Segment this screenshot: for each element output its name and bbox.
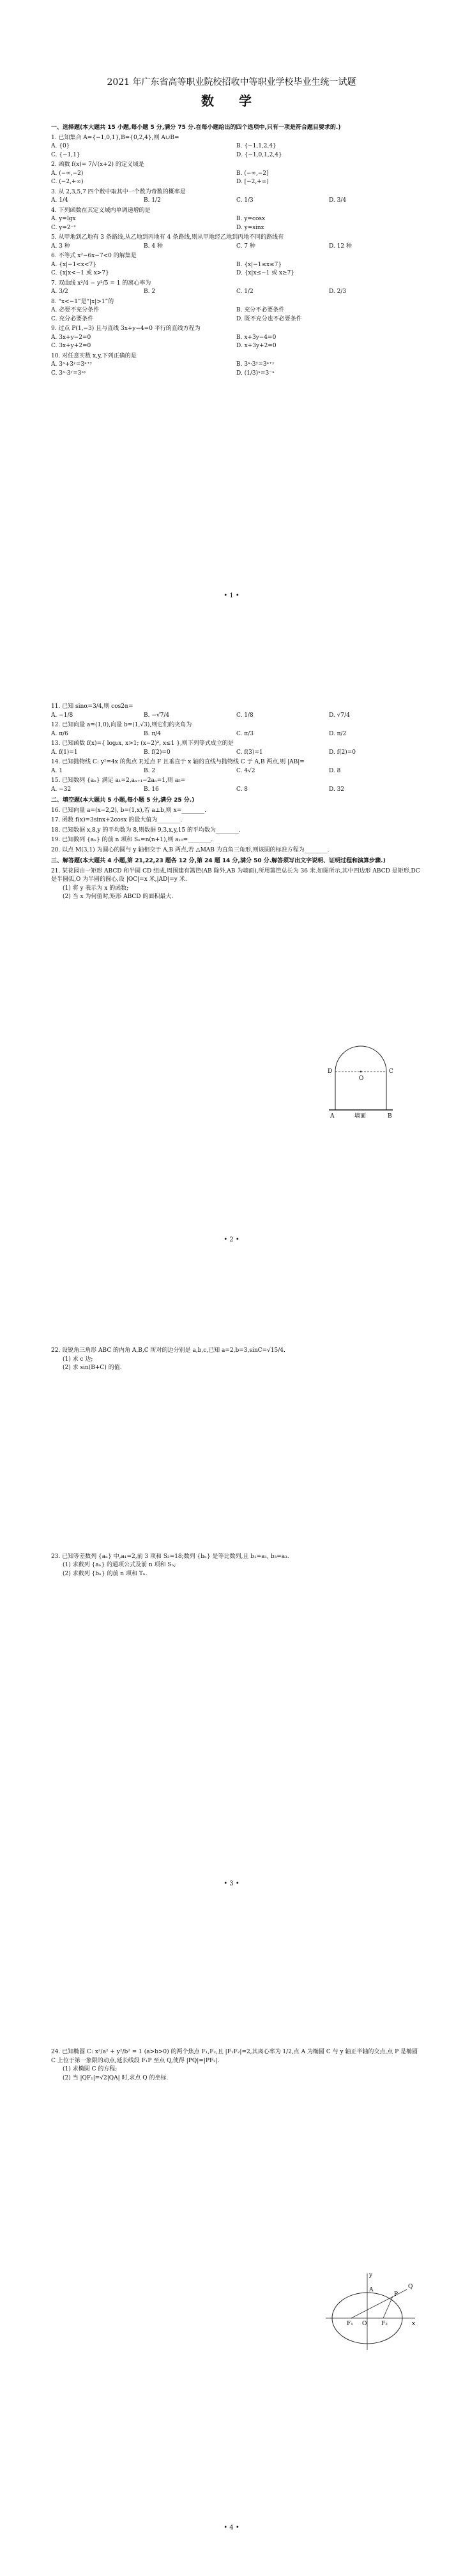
option-item: B. 4 种 — [144, 243, 163, 250]
option-item: A. 1/4 — [51, 197, 68, 204]
option-item: B. f(2)=0 — [144, 749, 171, 756]
question-stem: 11. 已知 sinα=3/4,则 cos2α= — [51, 703, 133, 710]
page-1 — [0, 0, 463, 644]
exam-subject: 数 学 — [201, 93, 262, 109]
option-item: C. 8 — [236, 786, 248, 793]
question-stem: 12. 已知向量 a=(1,0),向量 b=(1,√3),则它们的夹角为 — [51, 722, 192, 728]
choice-questions-1 — [51, 134, 421, 378]
page-number: • 2 • — [224, 1236, 239, 1243]
label-c: C — [389, 1068, 393, 1075]
question-stem: 15. 已知数列 {aₙ} 满足 a₁=2,aₙ₊₁−2aₙ=1,则 a₅= — [51, 777, 186, 784]
option-item: A. y=lgx — [51, 216, 76, 222]
question-24-part: (2) 当 |QF₁|=√2|QA| 时,求点 Q 的坐标. — [63, 2074, 169, 2081]
question-24-part: (1) 求椭圆 C 的方程; — [63, 2066, 118, 2072]
option-item: C. {−1,1} — [51, 151, 80, 158]
option-item: B. π/4 — [144, 730, 162, 737]
fill-question: 19. 已知数列 {aₙ} 的前 n 项和 Sₙ=n(n+1),则 a₁₀=________. — [51, 837, 213, 843]
question-options — [51, 197, 421, 206]
question-24: 24. 已知椭圆 C: x²/a² + y²/b² = 1 (a>b>0) 的两个焦点 F₁,F₂,且 |F₁F₂|=2,其离心率为 1/2,点 A 为椭圆 C 与 y 轴正半轴的交点,点 P 是椭圆 C 上位于第一象限的动点,延长线段 F₁P 至点 Q,使得 |PQ|=|PF₂|. — [51, 2049, 418, 2064]
question-22: 22. 设锐角三角形 ABC 的内角 A,B,C 所对的边分别是 a,b,c,已知 a=2,b=3,sinC=√15/4. — [51, 1347, 285, 1354]
question-options — [51, 215, 421, 232]
option-item: A. 3ˣ+3ʸ=3ˣ⁺ʸ — [51, 361, 93, 368]
label-a: A — [369, 2287, 374, 2293]
option-item: B. {−1,1,2,4} — [236, 143, 277, 149]
option-item: B. y=cosx — [236, 216, 266, 222]
section-choice-title: 一、选择题(本大题共 15 小题,每小题 5 分,满分 75 分.在每小题给出的四个选项中,只有一项是符合题目要求的.) — [51, 124, 341, 131]
option-item: B. 3ˣ·3ʸ=3ˣ⁺ʸ — [236, 361, 275, 368]
option-item: D. 2/3 — [329, 288, 347, 295]
question-options — [51, 243, 421, 251]
option-item: B. 充分不必要条件 — [236, 307, 285, 313]
exam-title: 2021 年广东省高等职业院校招收中等职业学校毕业生统一试题 — [107, 77, 356, 87]
option-item: D. √7/4 — [329, 712, 350, 719]
choice-questions-2 — [51, 703, 421, 794]
option-item: C. π/3 — [236, 730, 254, 737]
option-item: D. {−1,0,1,2,4} — [236, 151, 282, 158]
option-item: A. 3 种 — [51, 243, 70, 250]
option-item: C. 1/2 — [236, 288, 254, 295]
question-stem: 7. 双曲线 x²/4 − y²/5 = 1 的离心率为 — [51, 280, 151, 287]
option-item: A. π/6 — [51, 730, 68, 737]
center-point — [360, 1071, 362, 1073]
question-stem: 2. 函数 f(x)= 7/√(x+2) 的定义域是 — [51, 161, 144, 168]
question-options — [51, 749, 421, 758]
fill-question: 16. 已知向量 a=(x−2,2), b=(1,x),若 a⊥b,则 x=________. — [51, 807, 207, 814]
option-item: C. {x|x<−1 或 x>7} — [51, 270, 109, 276]
option-item: A. 1 — [51, 767, 63, 774]
question-options — [51, 334, 421, 351]
option-item: C. 4√2 — [236, 767, 255, 774]
page-3 — [0, 1288, 463, 1932]
label-o: O — [362, 2321, 367, 2327]
label-p: P — [394, 2291, 398, 2298]
option-item: D. x+3y+2=0 — [236, 343, 277, 349]
label-x: x — [412, 2321, 416, 2327]
option-item: A. −32 — [51, 786, 72, 793]
option-item: B. 1/2 — [144, 197, 161, 204]
question-stem: 3. 从 2,3,5,7 四个数中取其中一个数为奇数的概率是 — [51, 188, 186, 195]
option-item: B. x+3y−4=0 — [236, 334, 277, 341]
page-number: • 1 • — [224, 592, 239, 599]
question-stem: 10. 对任意实数 x,y,下列正确的是 — [51, 352, 137, 359]
label-f1: F₁ — [347, 2321, 353, 2327]
option-item: A. {x|−1<x<7} — [51, 261, 96, 268]
option-item: D. (1/3)ˣ=3⁻ˣ — [236, 370, 275, 377]
question-stem: 14. 已知抛物线 C: y²=4x 的焦点 F,过点 F 且垂直于 x 轴的直线与抛物线 C 于 A,B 两点,则 |AB|= — [51, 759, 305, 765]
option-item: A. 3x+y−2=0 — [51, 334, 91, 341]
option-item: A. (−∞,−2) — [51, 170, 84, 177]
page3-content — [51, 1345, 421, 1578]
question-stem: 8. “x<−1”是“|x|>1”的 — [51, 298, 114, 305]
question-stem: 4. 下列函数在其定义域内单调递增的是 — [51, 207, 151, 214]
p-f2-line — [383, 2296, 393, 2318]
label-f2: F₂ — [381, 2321, 388, 2327]
question-stem: 9. 过点 P(1,−3) 且与直线 3x+y−4=0 平行的直线方程为 — [51, 326, 201, 332]
label-b: B — [388, 1113, 392, 1120]
label-q: Q — [408, 2284, 413, 2290]
option-item: A. 3/2 — [51, 288, 68, 295]
page-number: • 4 • — [224, 2524, 239, 2531]
option-item: D. π/2 — [329, 730, 347, 737]
option-item: D. {x|x≤−1 或 x≥7} — [236, 270, 295, 276]
page-2 — [0, 644, 463, 1288]
option-item: D. f(2)=0 — [329, 749, 356, 756]
question-22-part: (2) 求 sin(B+C) 的值. — [63, 1365, 122, 1371]
label-wall: 墙面 — [354, 1113, 367, 1120]
question-stem: 13. 已知函数 f(x)={ log₂x, x>1; (x−2)², x≤1 },则下列等式成立的是 — [51, 740, 234, 747]
question-stem: 5. 从甲地到乙地有 3 条路线,从乙地到丙地有 4 条路线,则从甲地经乙地到丙地不同的路线有 — [51, 234, 284, 241]
section-answer-title: 三、解答题(本大题共 4 小题,第 21,22,23 题各 12 分,第 24 题 14 分,满分 50 分.解答须写出文字说明、证明过程和演算步骤.) — [51, 858, 386, 864]
question-21: 21. 某花园由一矩形 ABCD 和半圆 CD 组成,周围建有篱笆(AB 除外,AB 为墙面),所用篱笆总长为 36 米.如图所示,其中四边形 ABCD 是矩形,DC 是半圆弧,O 为半圆的圆心,设 |OC|=x 米,|AD|=y 米. — [51, 867, 420, 883]
garden-figure — [323, 1040, 399, 1123]
option-item: D. y=sinx — [236, 224, 264, 231]
option-item: B. −√7/4 — [144, 712, 170, 719]
question-21-part: (2) 当 x 为何值时,矩形 ABCD 的面积最大. — [63, 894, 174, 900]
option-item: D. [−2,+∞) — [236, 179, 269, 185]
option-item: A. −1/8 — [51, 712, 73, 719]
question-options — [51, 170, 421, 187]
question-23-part: (2) 求数列 {bₙ} 的前 n 项和 Tₙ. — [63, 1570, 148, 1577]
fill-question: 20. 以点 M(3,1) 为圆心的圆与 y 轴相交于 A,B 两点,若 △MAB 为直角三角形,则该圆的标准方程为________. — [51, 846, 330, 853]
option-item: C. f(3)=1 — [236, 749, 263, 756]
option-item: B. 2 — [144, 767, 156, 774]
option-item: D. 既不充分也不必要条件 — [236, 315, 302, 322]
question-options — [51, 767, 421, 776]
page2-content — [51, 701, 421, 902]
option-item: B. (−∞,−2] — [236, 170, 269, 177]
question-stem: 6. 不等式 x²−6x−7<0 的解集是 — [51, 253, 137, 259]
page1-content — [51, 121, 421, 379]
page-number: • 3 • — [224, 1880, 239, 1887]
option-item: C. (−2,+∞) — [51, 179, 84, 185]
page4-content — [51, 2047, 421, 2083]
option-item: C. 1/8 — [236, 712, 254, 719]
option-item: D. 3/4 — [329, 197, 347, 204]
question-options — [51, 288, 421, 297]
question-stem: 1. 已知集合 A={−1,0,1},B={0,2,4},则 A∪B= — [51, 134, 179, 141]
label-a: A — [330, 1113, 335, 1120]
option-item: C. 3ˣ·3ʸ=3ˣʸ — [51, 370, 87, 377]
label-d: D — [328, 1068, 333, 1075]
option-item: A. f(1)=1 — [51, 749, 78, 756]
question-options — [51, 361, 421, 378]
option-item: B. 2 — [144, 288, 156, 295]
question-21-part: (1) 将 y 表示为 x 的函数; — [63, 885, 129, 892]
fill-question: 17. 函数 f(x)=3sinx+2cosx 的最大值为________. — [51, 817, 183, 823]
option-item: A. 必要不充分条件 — [51, 307, 100, 313]
question-options — [51, 730, 421, 739]
option-item: C. 1/3 — [236, 197, 254, 204]
question-options — [51, 712, 421, 721]
question-options — [51, 306, 421, 324]
ellipse-figure — [323, 2270, 418, 2353]
question-options — [51, 786, 421, 795]
page-4 — [0, 1932, 463, 2576]
option-item: D. 32 — [329, 786, 345, 793]
question-23-part: (1) 求数列 {aₙ} 的通项公式及前 n 项和 Sₙ; — [63, 1562, 176, 1568]
option-item: B. 16 — [144, 786, 159, 793]
option-item: C. 充分必要条件 — [51, 315, 94, 322]
option-item: C. 7 种 — [236, 243, 255, 250]
question-options — [51, 261, 421, 278]
option-item: C. y=2⁻ˣ — [51, 224, 77, 231]
label-y: y — [369, 2272, 373, 2279]
label-o: O — [359, 1075, 364, 1082]
question-23: 23. 已知等差数列 {aₙ} 中,a₁=2,前 3 项和 S₃=18;数列 {bₙ} 是等比数列,且 b₁=a₁, b₃=a₃. — [51, 1553, 289, 1560]
option-item: D. 12 种 — [329, 243, 352, 250]
question-options — [51, 142, 421, 160]
section-fill-title: 二、填空题(本大题共 5 小题,每小题 5 分,满分 25 分.) — [51, 797, 195, 804]
fill-question: 18. 已知数据 x,8,y 的平均数为 8,则数据 9,3,x,y,15 的平均数为________. — [51, 827, 241, 834]
option-item: D. 8 — [329, 767, 341, 774]
option-item: B. {x|−1≤x≤7} — [236, 261, 282, 268]
option-item: A. {0} — [51, 143, 70, 149]
question-22-part: (1) 求 c 边; — [63, 1356, 93, 1363]
option-item: C. 3x+y+2=0 — [51, 343, 91, 349]
